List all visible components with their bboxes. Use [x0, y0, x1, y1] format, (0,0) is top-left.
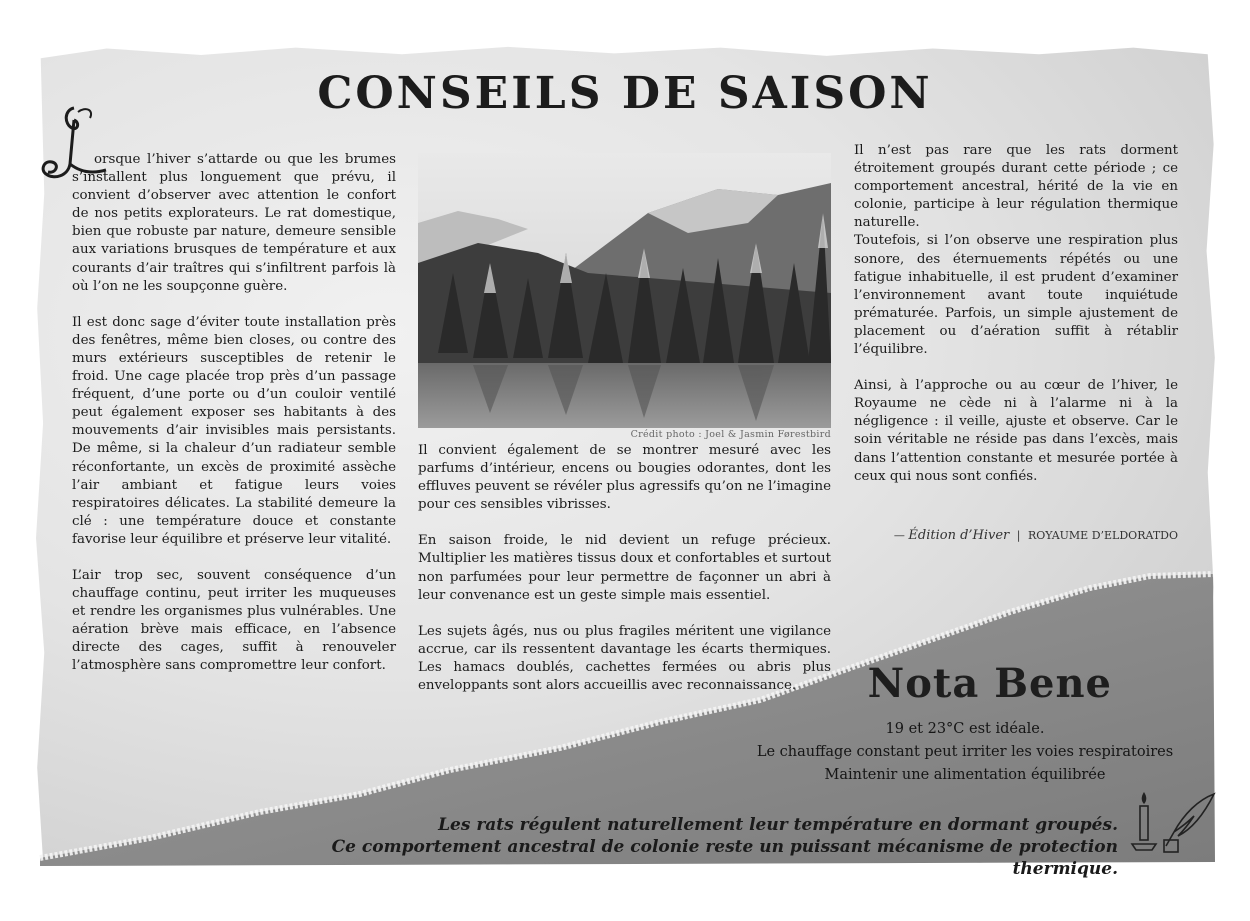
footer-note: [240, 814, 1118, 880]
nota-bene-line-2: Le chauffage constant peut irriter les voies respiratoires: [756, 744, 1174, 760]
nota-bene-title: Nota Bene: [867, 660, 1112, 707]
right-paragraph-1: Il n’est pas rare que les rats dorment étroitement groupés durant cette période ; ce comportement ancestral, hérité de la vie en colonie, participe à leur régulation thermique naturelle. Toutefois, si l’on observe une respiration plus sonore, des éternuements répétés ou une fatigue inhabituelle, il est prudent d’examiner l’environnement avant toute inquiétude prématurée. Parfois, un simple ajustement de placement ou d’aération suffit à rétablir l’équilibre.: [854, 143, 1178, 358]
nota-bene-list: [700, 718, 1230, 787]
left-paragraph-3: L’air trop sec, souvent conséquence d’un chauffage continu, peut irriter les muqueuses et rendre les organismes plus vulnérables. Une aération brève mais efficace, en l’absence directe des cages, suffit à renouveler l’atmosphère sans compromettre leur confort.: [72, 567, 396, 674]
left-paragraph-1: orsque l’hiver s’attarde ou que les brumes s’installent plus longuement que prévu, il convient d’observer avec attention le confort de nos petits explorateurs. Le rat domestique, bien que robuste par nature, demeure sensible aux variations brusques de température et aux courants d’air traîtres qui s’infiltrent parfois là où l’on ne les soupçonne guère.: [72, 152, 396, 294]
left-column: [72, 151, 396, 676]
photo-credit: Crédit photo : Joel & Jasmin Førestbird: [630, 429, 831, 440]
middle-paragraph-1: Il convient également de se montrer mesuré avec les parfums d’intérieur, encens ou bougies odorantes, dont les effluves peuvent se révéler plus agressifs qu’on ne l’imagine pour ces sensibles vibrisses.: [418, 443, 831, 513]
nota-bene-line-1: 19 et 23°C est idéale.: [885, 721, 1045, 737]
candle-quill-illustration: [1128, 788, 1224, 858]
candle-icon: [1132, 792, 1156, 850]
right-column: [854, 142, 1178, 486]
middle-column: [418, 442, 831, 695]
winter-landscape-photo: [418, 153, 831, 428]
signature-dash: —: [893, 529, 905, 542]
signature-organization: ROYAUME D’ELDORATDO: [1028, 529, 1178, 542]
left-paragraph-2: Il est donc sage d’éviter toute installation près des fenêtres, même bien closes, ou contre des murs extérieurs susceptibles de retenir le froid. Une cage placée trop près d’un passage fréquent, d’une porte ou d’un couloir ventilé peut également exposer ses habitants à des mouvements d’air invisibles mais persistants. De même, si la chaleur d’un radiateur semble réconfortante, un excès de proximité assèche l’air ambiant et fatigue leurs voies respiratoires délicates. La stabilité demeure la clé : une température douce et constante favorise leur équilibre et préserve leur vitalité.: [72, 314, 396, 547]
right-paragraph-2: Ainsi, à l’approche ou au cœur de l’hiver, le Royaume ne cède ni à l’alarme ni à la négligence : il veille, ajuste et observe. Car le soin véritable ne réside pas dans l’excès, mais dans l’attention constante et mesurée portée à ceux qui nous sont confiés.: [854, 378, 1178, 484]
quill-icon: [1164, 794, 1214, 852]
page-title: CONSEILS DE SAISON: [317, 68, 933, 119]
signature: [854, 528, 1178, 543]
signature-script: Édition d’Hiver: [908, 528, 1010, 543]
nota-bene-line-3: Maintenir une alimentation équilibrée: [824, 767, 1106, 783]
middle-paragraph-2: En saison froide, le nid devient un refuge précieux. Multiplier les matières tissus doux et confortables et surtout non parfumées pour leur permettre de façonner un abri à leur convenance est un geste simple mais essentiel.: [418, 533, 831, 603]
landscape-illustration: [418, 153, 831, 428]
footer-line-1: Les rats régulent naturellement leur température en dormant groupés.: [438, 815, 1118, 835]
middle-paragraph-3: Les sujets âgés, nus ou plus fragiles méritent une vigilance accrue, car ils ressentent davantage les écarts thermiques. Les hamacs doublés, cachettes fermées ou abris plus enveloppants sont alors accueillis avec reconnaissance.: [418, 623, 831, 694]
footer-line-2: Ce comportement ancestral de colonie reste un puissant mécanisme de protection thermique.: [331, 837, 1118, 879]
signature-separator: |: [1016, 529, 1021, 542]
